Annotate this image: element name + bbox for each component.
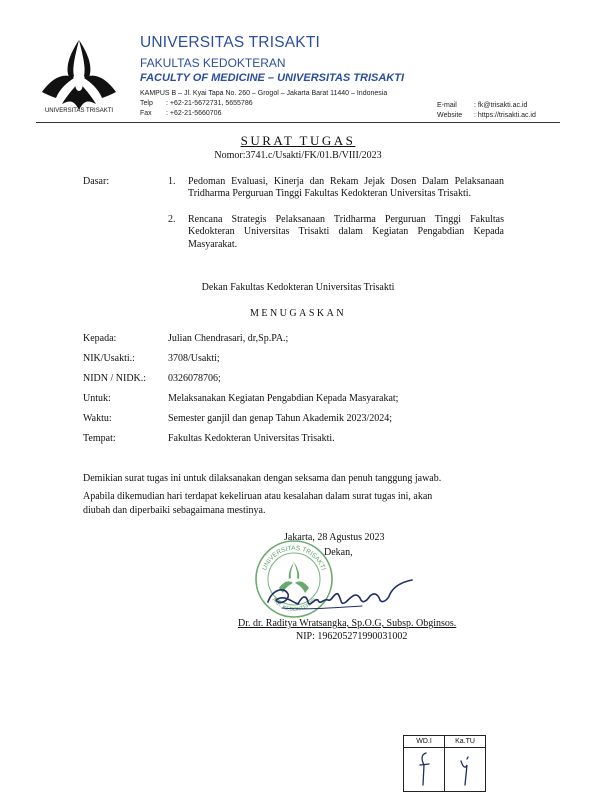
signatory-nip: NIP: 196205271990031002: [296, 631, 408, 642]
field-label: Waktu:: [83, 413, 112, 424]
field-value: Semester ganjil dan genap Tahun Akademik 2023/2024;: [168, 413, 393, 424]
closing-text: Apabila dikemudian hari terdapat kekeliruan atau kesalahan dalam surat tugas ini, akan: [83, 491, 433, 502]
field-label: Tempat:: [83, 433, 116, 444]
website-label: Website: [437, 112, 463, 119]
field-value: 0326078706;: [168, 373, 221, 384]
university-name: UNIVERSITAS TRISAKTI: [140, 34, 320, 51]
paraf-initial-icon: [414, 751, 434, 787]
dasar-item-number: 1.: [168, 176, 176, 187]
faculty-name: FAKULTAS KEDOKTERAN: [140, 56, 286, 70]
field-label: NIK/Usakti.:: [83, 353, 135, 364]
field-value: Melaksanakan Kegiatan Pengabdian Kepada Masyarakat;: [168, 393, 399, 404]
paraf-col2-mark: [445, 748, 486, 792]
issuer: Dekan Fakultas Kedokteran Universitas Trisakti: [201, 282, 395, 293]
address: KAMPUS B – Jl. Kyai Tapa No. 260 – Grogol – Jakarta Barat 11440 – Indonesia: [140, 90, 388, 97]
closing-text: Demikian surat tugas ini untuk dilaksanakan dengan seksama dan penuh tanggung jawab.: [83, 473, 442, 484]
menugaskan-heading: MENUGASKAN: [249, 308, 347, 319]
document-title: SURAT TUGAS: [240, 133, 356, 148]
dasar-label: Dasar:: [83, 176, 110, 187]
document-number: Nomor:3741.c/Usakti/FK/01.B/VIII/2023: [214, 150, 382, 161]
university-logo-icon: [38, 38, 120, 118]
paraf-initial-icon: [455, 751, 475, 787]
stamp-text-bottom: FAK. KEDOKTERAN: [270, 597, 318, 614]
field-value: Julian Chendrasari, dr,Sp.PA.;: [168, 333, 289, 344]
logo-caption: UNIVERSITAS TRISAKTI: [44, 108, 114, 114]
signatory-name: Dr. dr. Raditya Wratsangka, Sp.O.G, Subsp. Obginsos.: [238, 618, 457, 629]
dasar-item-text: Pedoman Evaluasi, Kinerja dan Rekam Jejak Dosen Dalam Pelaksanaan Tridharma Perguruan Tinggi Fakultas Kedokteran Universitas Trisakti.: [188, 176, 504, 200]
stamp-text-top: UNIVERSITAS TRISAKTI: [261, 544, 327, 572]
paraf-col1-label: WD.I: [404, 736, 445, 748]
field-value: Fakultas Kedokteran Universitas Trisakti.: [168, 433, 335, 444]
field-label: Untuk:: [83, 393, 111, 404]
telp-value: : +62-21-5672731, 5655786: [166, 100, 253, 107]
signature-place-date: Jakarta, 28 Agustus 2023: [284, 532, 385, 543]
faculty-name-en: FACULTY OF MEDICINE – UNIVERSITAS TRISAKTI: [140, 72, 405, 84]
paraf-col1-mark: [404, 748, 445, 792]
dasar-item-text: Rencana Strategis Pelaksanaan Tridharma Perguruan Tinggi Fakultas Kedokteran Universitas Trisakti dalam Kegiatan Pengabdian Kepada Masyarakat.: [188, 214, 504, 250]
fax-value: : +62-21-5660706: [166, 110, 222, 117]
field-value: 3708/Usakti;: [168, 353, 220, 364]
fax-label: Fax: [140, 110, 152, 117]
email-label: E-mail: [437, 102, 457, 109]
website-value[interactable]: : https://trisakti.ac.id: [474, 112, 536, 119]
field-label: Kepada:: [83, 333, 117, 344]
signature-role: Dekan,: [324, 547, 353, 558]
paraf-box: [403, 735, 486, 792]
field-label: NIDN / NIDK.:: [83, 373, 147, 384]
telp-label: Telp: [140, 100, 153, 107]
dasar-item-number: 2.: [168, 214, 176, 225]
header-divider: [36, 122, 560, 123]
closing-text: diubah dan diperbaiki sebagaimana mestinya.: [83, 505, 266, 516]
handwritten-signature-icon: [262, 572, 417, 617]
paraf-col2-label: Ka.TU: [445, 736, 486, 748]
email-value[interactable]: : fk@trisakti.ac.id: [474, 102, 528, 109]
